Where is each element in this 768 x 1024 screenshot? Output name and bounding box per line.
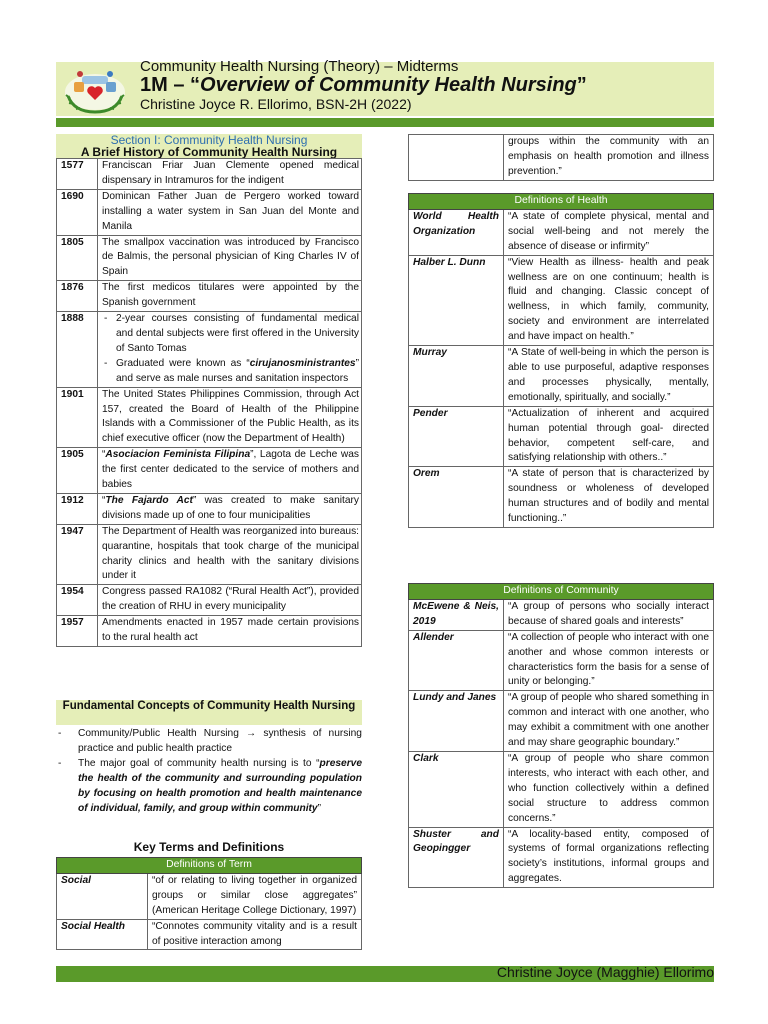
table-row: 1954 Congress passed RA1082 (“Rural Health Act”), provided the creation of RHU in every municipality [57,585,362,616]
section-label: Section I: Community Health Nursing [110,133,308,147]
table-row: 1901 The United States Philippines Commission, through Act 157, created the Board of Health of the Philippine Islands with a Commissioner of the Public Health, as its chief executive officer (now the Department of Health) [57,387,362,448]
key-terms-heading: Key Terms and Definitions [133,840,285,854]
table-row: Lundy and Janes “A group of people who shared something in common and interact with one another, who may exhibit a commitment with one another and may share geographic boundary.” [409,691,714,752]
table-row: Social “of or relating to living together in organized groups or similar close aggregates” (American Heritage College Dictionary, 1997) [57,873,362,919]
table-row: 1912 “The Fajardo Act” was created to make sanitary divisions made up of one to four municipalities [57,493,362,524]
table-row: World Health Organization “A state of complete physical, mental and social well-being and not merely the absence of disease or infirmity” [409,209,714,255]
course-title: Community Health Nursing (Theory) – Midterms [140,58,459,75]
key-terms-continuation [408,134,714,181]
table-row: 1905 “Asociacion Feminista Filipina”, Lagota de Leche was the first center dedicated to the service of mothers and babies [57,448,362,494]
table-row: 1805 The smallpox vaccination was introduced by Francisco de Balmis, the personal physician of King Charles IV of Spain [57,235,362,281]
table-row: 1690 Dominican Father Juan de Pergero worked toward installing a water system in San Juan del Monte and Manila [57,189,362,235]
community-definitions-table [408,583,714,888]
table-row: Social Health “Connotes community vitality and is a result of positive interaction among [57,919,362,950]
list-item: - 2-year courses consisting of fundamental medical and dental subjects were first offered in the University of Santo Tomas [116,312,359,357]
header-divider [56,118,714,127]
table-row: 1876 The first medicos titulares were appointed by the Spanish government [57,281,362,312]
table-row: Murray “A State of well-being in which the person is able to use purposeful, adaptive responses and processes physically, mentally, emotionally, spiritually, and socially.” [409,346,714,407]
author-line: Christine Joyce R. Ellorimo, BSN-2H (2022) [140,96,412,112]
arrow-right-icon: → [246,728,257,739]
table-row: 1957 Amendments enacted in 1957 made certain provisions to the rural health act [57,616,362,647]
section-heading [56,134,362,158]
fundamentals-list [56,726,362,816]
list-item: - The major goal of community health nursing is to “preserve the health of the community and surrounding population by focusing on health promotion and health maintenance of individual, family, and group within community” [56,756,362,816]
table-row: 1947 The Department of Health was reorganized into bureaus: quarantine, hospitals that took charge of the municipal charity clinics and health with the sanitary divisions under it [57,524,362,585]
table-row: 1577 Franciscan Friar Juan Clemente opened medical dispensary in Intramuros for the indigent [57,159,362,190]
history-title: A Brief History of Community Health Nursing [80,145,338,159]
table-header: Definitions of Community [409,584,714,600]
document-title: 1M – “Overview of Community Health Nursing” [140,74,587,96]
table-row: Allender “A collection of people who interact with one another and whose common interests or characteristics form the basis for a sense of unity or belonging.” [409,630,714,691]
list-item: - Community/Public Health Nursing → synthesis of nursing practice and public health practice [56,726,362,756]
table-row: Clark “A group of people who share common interests, who interact with each other, and who function collectively within a defined social structure to address common concerns.” [409,751,714,827]
table-row: 1888 - 2-year courses consisting of fundamental medical and dental subjects were first offered in the University of Santo Tomas - Graduated were known as “cirujanosministrantes” and serve as male nurses and sanitation inspectors [57,312,362,388]
table-row: Shuster and Geopingger “A locality-based entity, composed of systems of formal organizations reflecting society’s institutions, informal groups and aggregates. [409,827,714,888]
footer-author: Christine Joyce (Magghie) Ellorimo [496,964,714,980]
list-item: - Graduated were known as “cirujanosministrantes” and serve as male nurses and sanitation inspectors [116,357,359,387]
table-row: Pender “Actualization of inherent and acquired human potential through goal- directed behavior, competent self-care, and satisfying relationship with others..” [409,406,714,467]
table-row: Halber L. Dunn “View Health as illness- health and peak wellness are on one continuum; health is fluid and changing. Classic concept of wellness, in which family, community, society and environment are interrelated and have impact on health.” [409,255,714,345]
health-definitions-table [408,193,714,528]
history-table [56,158,362,647]
key-terms-table [56,857,362,950]
table-row: groups within the community with an emphasis on health promotion and illness prevention.” [409,135,714,181]
nursing-care-logo-icon [60,62,130,116]
table-row: McEwene & Neis, 2019 “A group of persons who socially interact because of shared goals and interests” [409,599,714,630]
table-header: Definitions of Term [57,858,362,874]
table-row: Orem “A state of person that is characterized by soundness or wholeness of developed human structures and of bodily and mental functioning..” [409,467,714,528]
table-header: Definitions of Health [409,194,714,210]
fundamentals-heading: Fundamental Concepts of Community Health Nursing [56,700,362,725]
